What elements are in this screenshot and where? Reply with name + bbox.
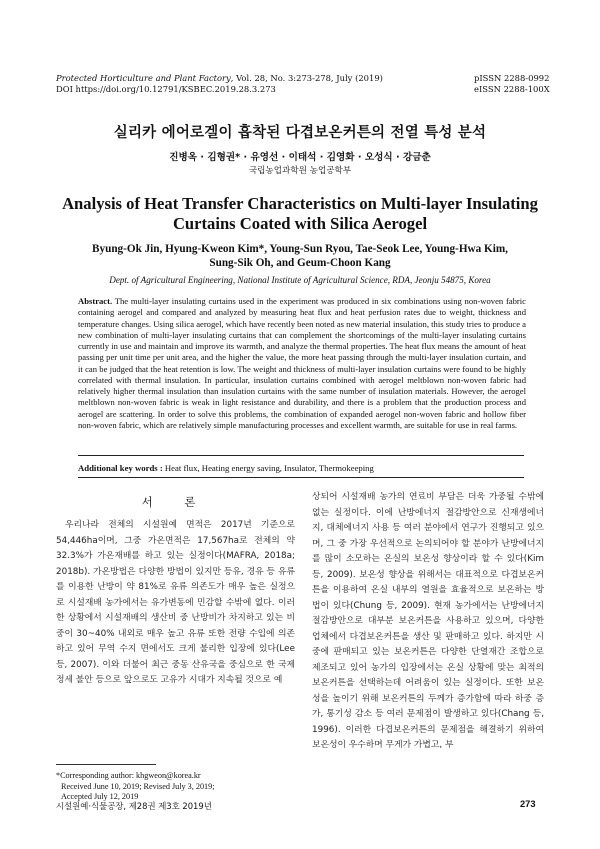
eissn: eISSN 2288-100X [474,84,550,94]
footnote-rule [56,764,156,765]
english-authors [60,242,540,270]
abstract-label: Abstract. [78,296,113,306]
received-dates: Received June 10, 2019; Revised July 3, 2019; [61,781,215,791]
english-department: Dept. of Agricultural Engineering, National Institute of Agricultural Science, RDA, Jeonju 54875, Korea [109,275,491,285]
body-right-column: 상되어 시설재배 농가의 연료비 부담은 더욱 가중될 수밖에 없는 실정이다. 이에 난방에너지 절감방안으로 신재생에너지, 대체에너지 사용 등 여러 분야에서 연구가 진행되고 있으며, 그 중 가장 우선적으로 논의되어야 할 분야가 난방에너지를 많이 소모하는 온실의 보온성 향상이라 할 수 있다(Kim 등, 2009). 보온성 향상을 위해서는 대표적으로 다겹보온커튼을 이용하여 온실 내부의 열원을 효율적으로 보온하는 방법이 있다(Chung 등, 2009). 현재 농가에서는 난방에너지 절감방안으로 대부분 보온커튼을 사용하고 있으며, 다양한 업체에서 다겹보온커튼을 생산 및 판매하고 있다. 하지만 시중에 판매되고 있는 보온커튼은 다양한 단열재간 조합으로 제조되고 있어 농가의 입장에서는 온실 상황에 맞는 최적의 보온커튼을 선택하는데 어려움이 있는 실정이다. 또한 보온성을 높이기 위해 보온커튼의 두께가 증가함에 따라 하중 증가, 통기성 감소 등 여러 문제점이 발생하고 있다(Chang 등, 1996). 이러한 다겹보온커튼의 문제점을 해결하기 위하여 보온성이 우수하며 무게가 가볍고, 부 [312,492,544,750]
korean-title: 실리카 에어로겔이 흡착된 다겹보온커튼의 전열 특성 분석 [113,125,487,141]
accepted-date: Accepted July 12, 2019 [61,792,139,802]
english-title-line-1: Analysis of Heat Transfer Characteristics on Multi-layer Insulating [62,194,538,213]
page-number: 273 [520,799,536,809]
footer-journal: 시설원예·식물공장, 제28권 제3호 2019년 [56,801,212,811]
keywords-bottom-rule [78,477,524,478]
journal-citation: , Vol. 28, No. 3:273-278, July (2019) [230,73,383,83]
keywords-text: Heat flux, Heating energy saving, Insulator, Thermokeeping [162,463,374,473]
issn-block [474,73,550,95]
pissn: pISSN 2288-0992 [474,73,550,83]
journal-header [56,73,383,95]
keywords [78,463,374,473]
english-authors-line-2: Sung-Sik Oh, and Geum-Choon Kang [209,257,391,269]
english-authors-line-1: Byung-Ok Jin, Hyung-Kweon Kim*, Young-Sun Ryou, Tae-Seok Lee, Young-Hwa Kim, [92,243,508,255]
korean-authors: 진병옥 · 김형권* · 유영선 · 이태석 · 김영화 · 오성식 · 강금춘 [169,152,431,163]
doi-line: DOI https://doi.org/10.12791/KSBEC.2019.28.3.273 [56,84,276,94]
corresponding-author: *Corresponding author: khgweon@korea.kr [56,771,201,780]
keywords-label: Additional key words : [78,463,163,473]
section-heading-introduction: 서 론 [141,495,210,509]
journal-name: Protected Horticulture and Plant Factory [56,73,231,83]
korean-institution: 국립농업과학원 농업공학부 [248,166,352,176]
abstract [78,296,526,431]
footnote [56,771,215,803]
abstract-text: The multi-layer insulating curtains used in the experiment was produced in six combinations using non-woven fabric containing aerogel and compared and analyzed by measuring heat flux and heat perfusion rates due to weight, thickness and temperature changes. Using silica aerogel, which have recently been noted as new material insulation, this study tries to produce a new combination of multi-layer insulating curtains that can complement the shortcomings of the multi-layer insulating curtains currently in use and maintain and improve its warmth, and analyze the thermal properties. The heat flux means the amount of heat passing per unit time per unit area, and the higher the value, the more heat passing through the multi-layer insulation curtain, and it can be judged that the heat retention is low. The weight and thickness of multi-layer insulation curtains were found to be highly correlated with thermal insulation. In particular, insulation curtains combined with aerogel meltblown non-woven fabric had relatively higher thermal insulation than insulation curtains with the same number of insulation materials. However, the aerogel meltblown non-woven fabric is weak in light resistance and durability, and there is a problem that the production process and aerogel are scattering. In order to solve this problems, the combination of expanded aerogel non-woven fabric and hollow fiber non-woven fabric, which are relatively simple manufacturing processes and excellent warmth, are suitable for use in real farms. [78,296,527,430]
english-title-line-2: Curtains Coated with Silica Aerogel [172,214,428,233]
keywords-top-rule [78,455,524,456]
body-left-column: 우리나라 전체의 시설원예 면적은 2017년 기준으로 54,446ha이며, 그중 가온면적은 17,567ha로 전체의 약 32.3%가 가온재배를 하고 있는 실정이다(MAFRA, 2018a; 2018b). 가온방법은 다양한 방법이 있지만 등유, 경유 등 유류를 이용한 난방이 약 81%로 유류 의존도가 매우 높은 실정으로 시설재배 농가에서는 유가변동에 민감할 수밖에 없다. 이러한 상황에서 시설재배의 생산비 중 난방비가 차지하고 있는 비중이 30~40% 내외로 매우 높고 유류 또한 전량 수입에 의존하고 있어 무역 수지 면에서도 크게 불리한 입장에 있다(Lee 등, 2007). 이와 더불어 최근 중동 산유국을 중심으로 한 국제정세 불안 등으로 앞으로도 고유가 시대가 지속될 것으로 예 [56,520,295,685]
english-title [60,194,540,234]
